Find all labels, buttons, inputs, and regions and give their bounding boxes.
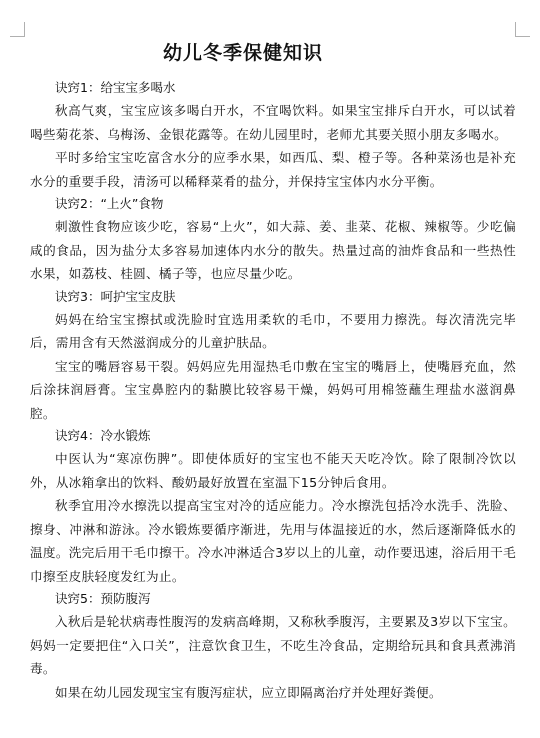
section-2	[30, 193, 516, 286]
paragraph: 平时多给宝宝吃富含水分的应季水果，如西瓜、梨、橙子等。各种菜汤也是补充水分的重要手段，清汤可以稀释菜肴的盐分，并保持宝宝体内水分平衡。	[30, 150, 516, 189]
corner-mark-top-left	[10, 22, 25, 37]
paragraph: 中医认为“寒凉伤脾”。即使体质好的宝宝也不能天天吃冷饮。除了限制冷饮以外，从冰箱拿出的饮料、酸奶最好放置在室温下15分钟后食用。	[30, 451, 516, 490]
paragraph: 宝宝的嘴唇容易干裂。妈妈应先用湿热毛巾敷在宝宝的嘴唇上，使嘴唇充血，然后涂抹润唇膏。宝宝鼻腔内的黏膜比较容易干燥，妈妈可用棉签蘸生理盐水滋润鼻腔。	[30, 358, 516, 421]
section-heading: 诀窍5：预防腹泻	[55, 591, 151, 606]
section-heading: 诀窍3：呵护宝宝皮肤	[55, 288, 176, 304]
section-4	[30, 425, 516, 588]
section-5	[30, 588, 516, 704]
document-title: 幼儿冬季保健知识	[162, 42, 323, 64]
section-heading: 诀窍2：“上火”食物	[55, 196, 164, 211]
paragraph: 秋高气爽，宝宝应该多喝白开水，不宜喝饮料。如果宝宝排斥白开水，可以试着喝些菊花茶、乌梅汤、金银花露等。在幼儿园里时，老师尤其要关照小朋友多喝水。	[30, 103, 516, 142]
paragraph: 妈妈在给宝宝擦拭或洗脸时宜选用柔软的毛巾，不要用力擦洗。每次清洗完毕后，需用含有天然滋润成分的儿童护肤品。	[30, 311, 516, 350]
paragraph: 入秋后是轮状病毒性腹泻的发病高峰期，又称秋季腹泻，主要累及3岁以下宝宝。妈妈一定要把住“入口关”，注意饮食卫生，不吃生冷食品，定期给玩具和食具煮沸消毒。	[30, 614, 516, 676]
document-body	[30, 38, 516, 704]
corner-mark-top-right	[515, 22, 530, 37]
section-heading: 诀窍4：冷水锻炼	[55, 428, 151, 443]
paragraph: 如果在幼儿园发现宝宝有腹泻症状，应立即隔离治疗并处理好粪便。	[55, 684, 442, 700]
section-heading: 诀窍1：给宝宝多喝水	[55, 80, 176, 95]
paragraph: 刺激性食物应该少吃，容易“上火”，如大蒜、姜、韭菜、花椒、辣椒等。少吃偏咸的食品，因为盐分太多容易加速体内水分的散失。热量过高的油炸食品和一些热性水果，如荔枝、桂圆、橘子等，也应尽量少吃。	[30, 219, 516, 281]
section-3	[30, 286, 516, 426]
section-1	[30, 77, 516, 193]
paragraph: 秋季宜用冷水擦洗以提高宝宝对冷的适应能力。冷水擦洗包括冷水洗手、洗脸、擦身、冲淋和游泳。冷水锻炼要循序渐进，先用与体温接近的水，然后逐渐降低水的温度。洗完后用干毛巾擦干。冷水冲淋适合3岁以上的儿童，动作要迅速，浴后用干毛巾擦至皮肤轻度发红为止。	[30, 498, 516, 584]
